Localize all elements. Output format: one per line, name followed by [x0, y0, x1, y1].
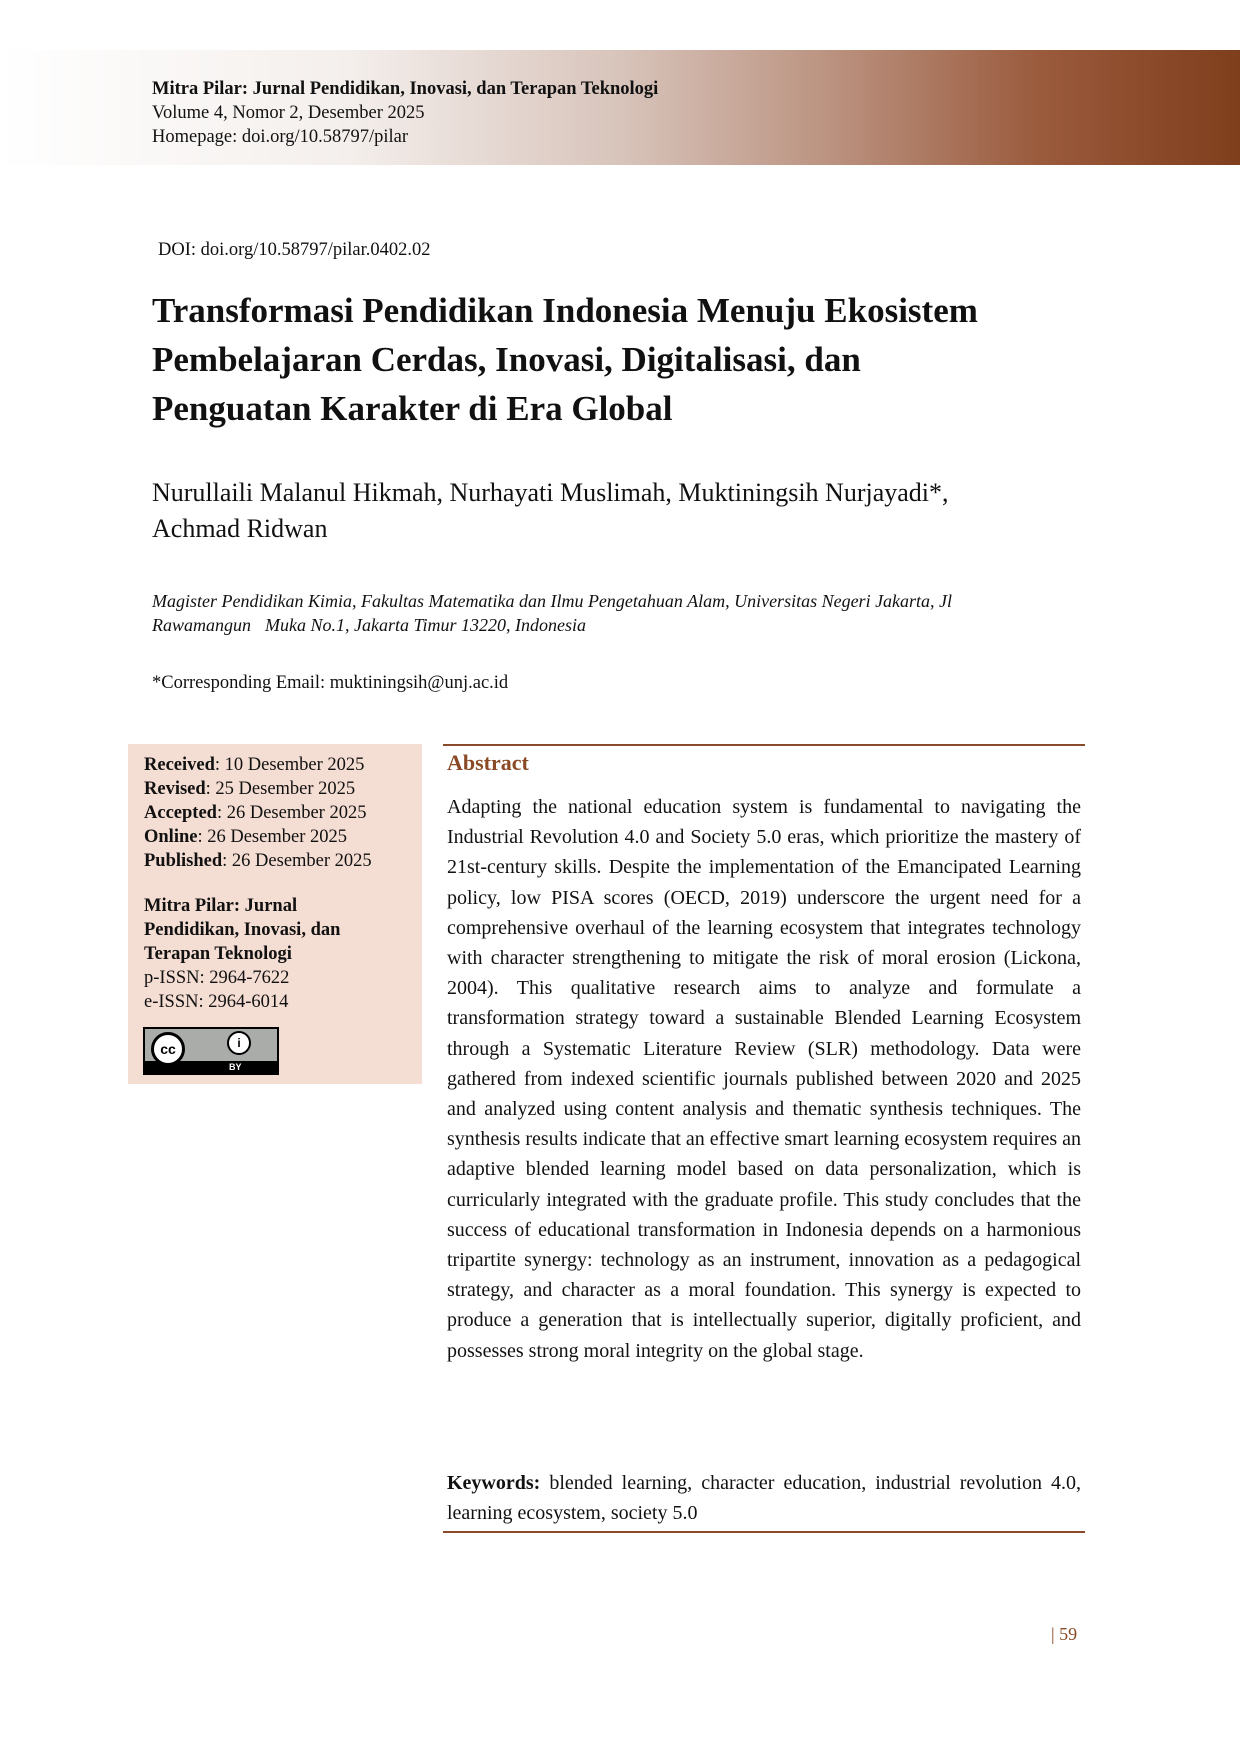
cc-icon: cc: [151, 1032, 185, 1066]
authors: [152, 475, 1102, 547]
e-issn: e-ISSN: 2964-6014: [144, 992, 289, 1012]
page-number: | 59: [1051, 1624, 1078, 1644]
journal-homepage[interactable]: Homepage: doi.org/10.58797/pilar: [152, 127, 409, 147]
authors-line: Nurullaili Malanul Hikmah, Nurhayati Muslimah, Muktiningsih Nurjayadi*,: [152, 478, 949, 507]
affiliation: [152, 589, 1092, 637]
date-value: : 26 Desember 2025: [197, 827, 347, 847]
date-online: [144, 825, 372, 849]
date-value: : 10 Desember 2025: [214, 755, 365, 775]
abstract-heading: Abstract: [447, 750, 529, 775]
by-label: BY: [229, 1062, 242, 1072]
date-published: [144, 849, 372, 873]
date-label: Received: [144, 755, 215, 775]
affiliation-line: Magister Pendidikan Kimia, Fakultas Matematika dan Ilmu Pengetahuan Alam, Universitas Negeri Jakarta, Jl: [152, 591, 953, 611]
p-issn: p-ISSN: 2964-7622: [144, 968, 290, 988]
date-value: : 26 Desember 2025: [222, 851, 372, 871]
affiliation-address: Muka No.1, Jakarta Timur 13220, Indonesia: [265, 615, 586, 635]
authors-line: Achmad Ridwan: [152, 514, 328, 543]
date-label: Published: [144, 851, 223, 871]
keywords-text: blended learning, character education, industrial revolution 4.0, learning ecosystem, society 5.0: [447, 1472, 1081, 1524]
article-dates: [144, 753, 372, 873]
journal-info-name: Pendidikan, Inovasi, dan: [144, 920, 341, 940]
journal-info-name: Terapan Teknologi: [144, 944, 292, 964]
date-revised: [144, 777, 372, 801]
abstract-top-rule: [443, 744, 1085, 746]
title-line: Transformasi Pendidikan Indonesia Menuju Ekosistem: [152, 291, 978, 330]
date-received: [144, 753, 372, 777]
title-line: Pembelajaran Cerdas, Inovasi, Digitalisasi, dan: [152, 340, 861, 379]
journal-header: [152, 77, 658, 149]
date-value: : 25 Desember 2025: [205, 779, 356, 799]
title-line: Penguatan Karakter di Era Global: [152, 389, 673, 428]
date-value: : 26 Desember 2025: [216, 803, 367, 823]
article-title: [152, 286, 1102, 433]
cc-by-license-icon[interactable]: [143, 1027, 279, 1075]
corresponding-email[interactable]: *Corresponding Email: muktiningsih@unj.ac.id: [152, 673, 509, 693]
date-label: Revised: [144, 779, 206, 799]
attribution-icon: i: [227, 1031, 251, 1055]
keywords: [447, 1468, 1081, 1528]
date-label: Online: [144, 827, 198, 847]
keywords-label: Keywords:: [447, 1472, 541, 1494]
journal-volume: Volume 4, Nomor 2, Desember 2025: [152, 103, 425, 123]
affiliation-street: Rawamangun: [152, 615, 251, 635]
abstract-bottom-rule: [443, 1531, 1085, 1533]
journal-info-name: Mitra Pilar: Jurnal: [144, 896, 298, 916]
date-accepted: [144, 801, 372, 825]
article-doi[interactable]: DOI: doi.org/10.58797/pilar.0402.02: [158, 240, 431, 260]
journal-name: Mitra Pilar: Jurnal Pendidikan, Inovasi, dan Terapan Teknologi: [152, 79, 659, 99]
date-label: Accepted: [144, 803, 217, 823]
abstract-body: Adapting the national education system is fundamental to navigating the Industrial Revolution 4.0 and Society 5.0 eras, which prioritize the mastery of 21st-century skills. Despite the implementation of the Emancipated Learning policy, low PISA scores (OECD, 2019) underscore the urgent need for a comprehensive overhaul of the learning ecosystem that integrates technology with character strengthening to mitigate the risk of moral erosion (Lickona, 2004). This qualitative research aims to analyze and formulate a transformation strategy toward a sustainable Blended Learning Ecosystem through a Systematic Literature Review (SLR) methodology. Data were gathered from indexed scientific journals published between 2020 and 2025 and analyzed using content analysis and thematic synthesis techniques. The synthesis results indicate that an effective smart learning ecosystem requires an adaptive blended learning model based on data personalization, which is curricularly integrated with the graduate profile. This study concludes that the success of educational transformation in Indonesia depends on a harmonious tripartite synergy: technology as an instrument, innovation as a pedagogical strategy, and character as a moral foundation. This synergy is expected to produce a generation that is intellectually superior, digitally proficient, and possesses strong moral integrity on the global stage.: [447, 796, 1081, 1362]
affiliation-line: [152, 613, 1092, 637]
journal-info: [144, 894, 414, 1014]
